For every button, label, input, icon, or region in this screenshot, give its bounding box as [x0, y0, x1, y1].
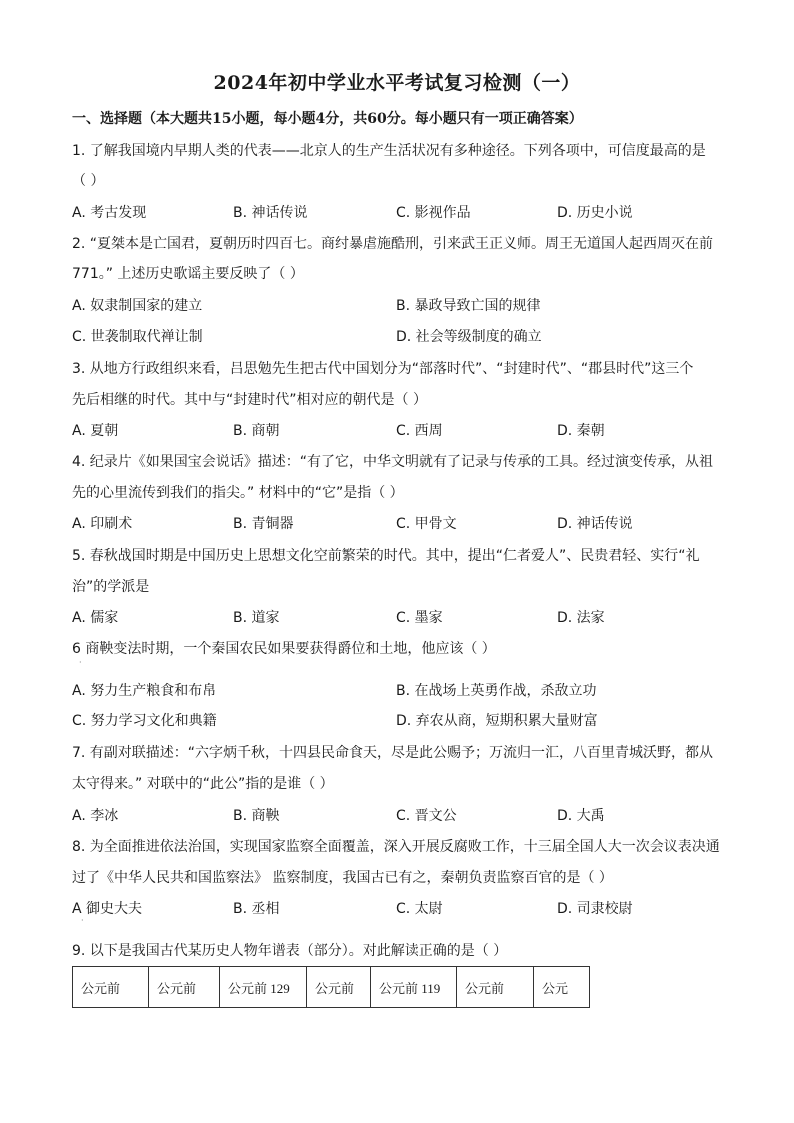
q3-option-d: D. 秦朝 [557, 423, 605, 439]
table-cell: 公元前 129 [220, 967, 307, 1008]
q4-stem-line2: 先的心里流传到我们的指尖。” 材料中的“它”是指（ ） [72, 485, 404, 501]
table-cell: 公元前 [457, 967, 534, 1008]
q4-option-b: B. 青铜器 [233, 516, 294, 532]
q1-stem-line2: （ ） [72, 173, 105, 189]
q8-stem-line2: 过了《中华人民共和国监察法》 监察制度，我国古已有之，秦朝负责监察百官的是（ ） [72, 870, 613, 886]
q4-option-a: A. 印刷术 [72, 516, 133, 532]
q8-option-a: A 御史大夫 [72, 901, 143, 917]
q7-option-c: C. 晋文公 [396, 808, 457, 824]
q2-option-b: B. 暴政导致亡国的规律 [396, 298, 541, 314]
q2-option-d: D. 社会等级制度的确立 [396, 329, 542, 345]
q5-stem-line1: 5. 春秋战国时期是中国历史上思想文化空前繁荣的时代。其中，提出“仁者爱人”、民贵君轻、实行“礼 [72, 548, 700, 564]
scan-dot: · [81, 916, 84, 925]
table-cell: 公元前 [307, 967, 371, 1008]
q8-stem-line1: 8. 为全面推进依法治国，实现国家监察全面覆盖，深入开展反腐败工作，十三届全国人大一次会议表决通 [72, 839, 720, 855]
q7-stem-line1: 7. 有副对联描述：“六字炳千秋，十四县民命食天，尽是此公赐予；万流归一汇，八百里青城沃野，都从 [72, 745, 714, 761]
q7-option-a: A. 李冰 [72, 808, 119, 824]
q6-option-c: C. 努力学习文化和典籍 [72, 713, 217, 729]
table-row [73, 967, 590, 1008]
q2-option-c: C. 世袭制取代禅让制 [72, 329, 203, 345]
q8-option-d: D. 司隶校尉 [557, 901, 633, 917]
q3-stem-line2: 先后相继的时代。其中与“封建时代”相对应的朝代是（ ） [72, 392, 427, 408]
chronology-table [72, 966, 590, 1008]
q5-option-d: D. 法家 [557, 610, 605, 626]
table-cell: 公元前 119 [371, 967, 457, 1008]
q5-stem-line2: 治”的学派是 [72, 579, 150, 595]
page-title: 2024年初中学业水平考试复习检测（一） [213, 72, 581, 94]
q7-option-d: D. 大禹 [557, 808, 605, 824]
q3-stem-line1: 3. 从地方行政组织来看，吕思勉先生把古代中国划分为“部落时代”、“封建时代”、“郡县时代”这三个 [72, 361, 694, 377]
q1-option-b: B. 神话传说 [233, 205, 308, 221]
q6-option-b: B. 在战场上英勇作战，杀敌立功 [396, 683, 597, 699]
q5-option-b: B. 道家 [233, 610, 280, 626]
q3-option-a: A. 夏朝 [72, 423, 119, 439]
q8-option-b: B. 丞相 [233, 901, 280, 917]
q4-option-c: C. 甲骨文 [396, 516, 457, 532]
q6-stem-line1: 6 商鞅变法时期，一个秦国农民如果要获得爵位和土地，他应该（ ） [72, 641, 496, 657]
q7-stem-line2: 太守得来。” 对联中的“此公”指的是谁（ ） [72, 776, 334, 792]
q5-option-a: A. 儒家 [72, 610, 119, 626]
q3-option-b: B. 商朝 [233, 423, 280, 439]
q2-stem-line1: 2. “夏桀本是亡国君，夏朝历时四百七。商纣暴虐施酷刑，引来武王正义师。周王无道国人起西周灭在前 [72, 236, 714, 252]
q5-option-c: C. 墨家 [396, 610, 443, 626]
q4-option-d: D. 神话传说 [557, 516, 633, 532]
q2-stem-line2: 771。” 上述历史歌谣主要反映了（ ） [72, 266, 304, 282]
q1-stem-line1: 1. 了解我国境内早期人类的代表——北京人的生产生活状况有多种途径。下列各项中，可信度最高的是 [72, 143, 706, 159]
q1-option-d: D. 历史小说 [557, 205, 633, 221]
q6-option-a: A. 努力生产粮食和布帛 [72, 683, 217, 699]
q1-option-c: C. 影视作品 [396, 205, 471, 221]
scan-dot: · [79, 658, 82, 667]
table-cell: 公元 [534, 967, 590, 1008]
q1-option-a: A. 考古发现 [72, 205, 147, 221]
q8-option-c: C. 太尉 [396, 901, 443, 917]
q4-stem-line1: 4. 纪录片《如果国宝会说话》描述：“有了它，中华文明就有了记录与传承的工具。经过演变传承，从祖 [72, 454, 714, 470]
table-cell: 公元前 [149, 967, 220, 1008]
section-heading: 一、选择题（本大题共15小题，每小题4分，共60分。每小题只有一项正确答案） [72, 111, 583, 127]
q9-stem-line1: 9. 以下是我国古代某历史人物年谱表（部分）。对此解读正确的是（ ） [72, 943, 508, 959]
q7-option-b: B. 商鞅 [233, 808, 280, 824]
table-cell: 公元前 [73, 967, 149, 1008]
q2-option-a: A. 奴隶制国家的建立 [72, 298, 203, 314]
q3-option-c: C. 西周 [396, 423, 443, 439]
q6-option-d: D. 弃农从商，短期积累大量财富 [396, 713, 598, 729]
